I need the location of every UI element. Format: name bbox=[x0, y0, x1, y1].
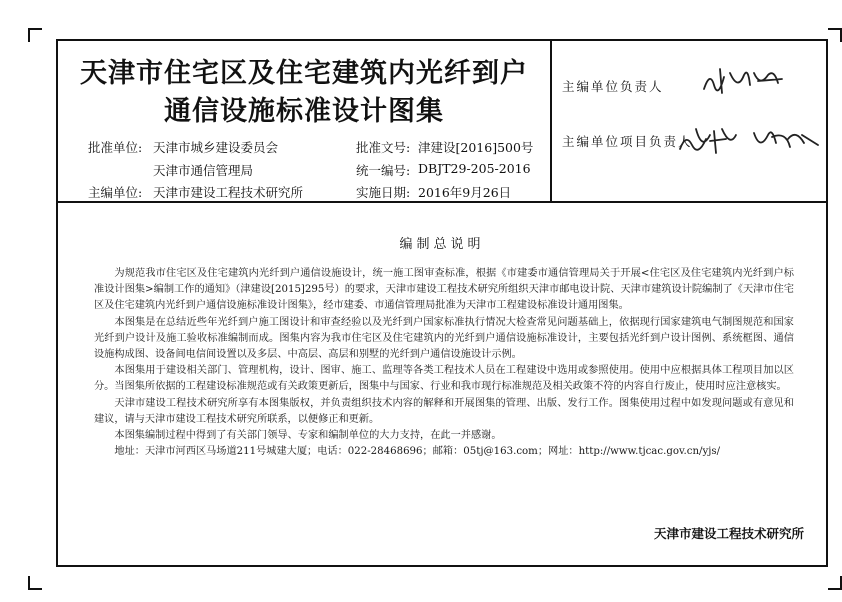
editor-unit: 天津市建设工程技术研究所 bbox=[153, 185, 304, 200]
chief-signature-icon bbox=[698, 63, 788, 99]
document-title-line2: 通信设施标准设计图集 bbox=[164, 96, 444, 127]
paragraph-scope: 本图集用于建设相关部门、管理机构，设计、图审、施工、监理等各类工程技术人员在工程建设中选用或参照使用。使用中应根据具体工程项目加以区分。当图集所依据的工程建设标准规范或有关政策更新后，图集中与国家、行业和我市现行标准规范及相关政策不符的内容自行废止，使用时应注意核实。 bbox=[94, 365, 794, 393]
approval-unit-1: 天津市城乡建设委员会 bbox=[153, 140, 279, 155]
approval-unit-2: 天津市通信管理局 bbox=[153, 163, 254, 178]
approval-doc-label: 批准文号: bbox=[356, 140, 411, 155]
paragraph-basis: 本图集是在总结近些年光纤到户施工图设计和审查经验以及光纤到户国家标准执行情况大检查常见问题基础上，依据现行国家建筑电气制图规范和国家光纤到户设计及施工验收标准编制而成。图集内容为我市住宅区及住宅建筑内的光纤到户通信设施标准设计，主要包括光纤到户设计图例、系统框图、通信设施构成图、设备间电信间设置以及多层、中高层、高层和别墅的光纤到户通信设施设计示例。 bbox=[94, 316, 794, 361]
crop-mark-top-left bbox=[28, 28, 30, 42]
effective-date: 2016年9月26日 bbox=[418, 185, 512, 200]
approval-doc-number: 津建设[2016]500号 bbox=[418, 140, 534, 155]
document-frame bbox=[56, 39, 828, 567]
paragraph-thanks: 本图集编制过程中得到了有关部门领导、专家和编制单位的大力支持，在此一并感谢。 bbox=[114, 430, 502, 442]
effective-date-label: 实施日期: bbox=[356, 185, 411, 200]
chief-label: 主编单位负责人 bbox=[562, 79, 664, 94]
document-title-line1: 天津市住宅区及住宅建筑内光纤到户 bbox=[80, 58, 528, 89]
crop-mark-bottom-left bbox=[28, 588, 42, 590]
paragraph-purpose: 为规范我市住宅区及住宅建筑内光纤到户通信设施设计，统一施工图审查标准，根据《市建委市通信管理局关于开展<住宅区及住宅建筑内光纤到户标准设计图集>编制工作的通知》（津建设[2015]295号）的要求，天津市建设工程技术研究所组织天津市邮电设计院、天津市建筑设计院编制了《天津市住宅区及住宅建筑内光纤到户通信设施标准设计图集》，经市建委、市通信管理局批准为天津市工程建设标准设计通用图集。 bbox=[94, 268, 794, 312]
section-title: 编制总说明 bbox=[399, 237, 485, 252]
title-block bbox=[58, 41, 826, 203]
unified-number: DBJT29-205-2016 bbox=[418, 161, 531, 176]
crop-mark-bottom-left bbox=[28, 576, 30, 590]
paragraph-contact: 地址：天津市河西区马场道211号城建大厦；电话：022-28468696；邮箱：05tj@163.com；网址：http://www.tjcac.gov.cn/yjs/ bbox=[114, 446, 721, 458]
title-box bbox=[58, 41, 552, 201]
approval-unit-label: 批准单位: bbox=[88, 140, 143, 155]
project-chief-signature-icon bbox=[676, 121, 824, 161]
project-chief-label: 主编单位项目负责人 bbox=[562, 134, 693, 149]
unified-number-label: 统一编号: bbox=[356, 163, 411, 178]
crop-mark-top-left bbox=[28, 28, 42, 30]
editor-unit-label: 主编单位: bbox=[88, 185, 143, 200]
footer-organization: 天津市建设工程技术研究所 bbox=[653, 526, 804, 541]
paragraph-copyright: 天津市建设工程技术研究所享有本图集版权，并负责组织技术内容的解释和开展图集的管理、出版、发行工作。图集使用过程中如发现问题或有意见和建议，请与天津市建设工程技术研究所联系，以便修正和更新。 bbox=[94, 397, 794, 425]
compilation-notes bbox=[94, 266, 794, 460]
